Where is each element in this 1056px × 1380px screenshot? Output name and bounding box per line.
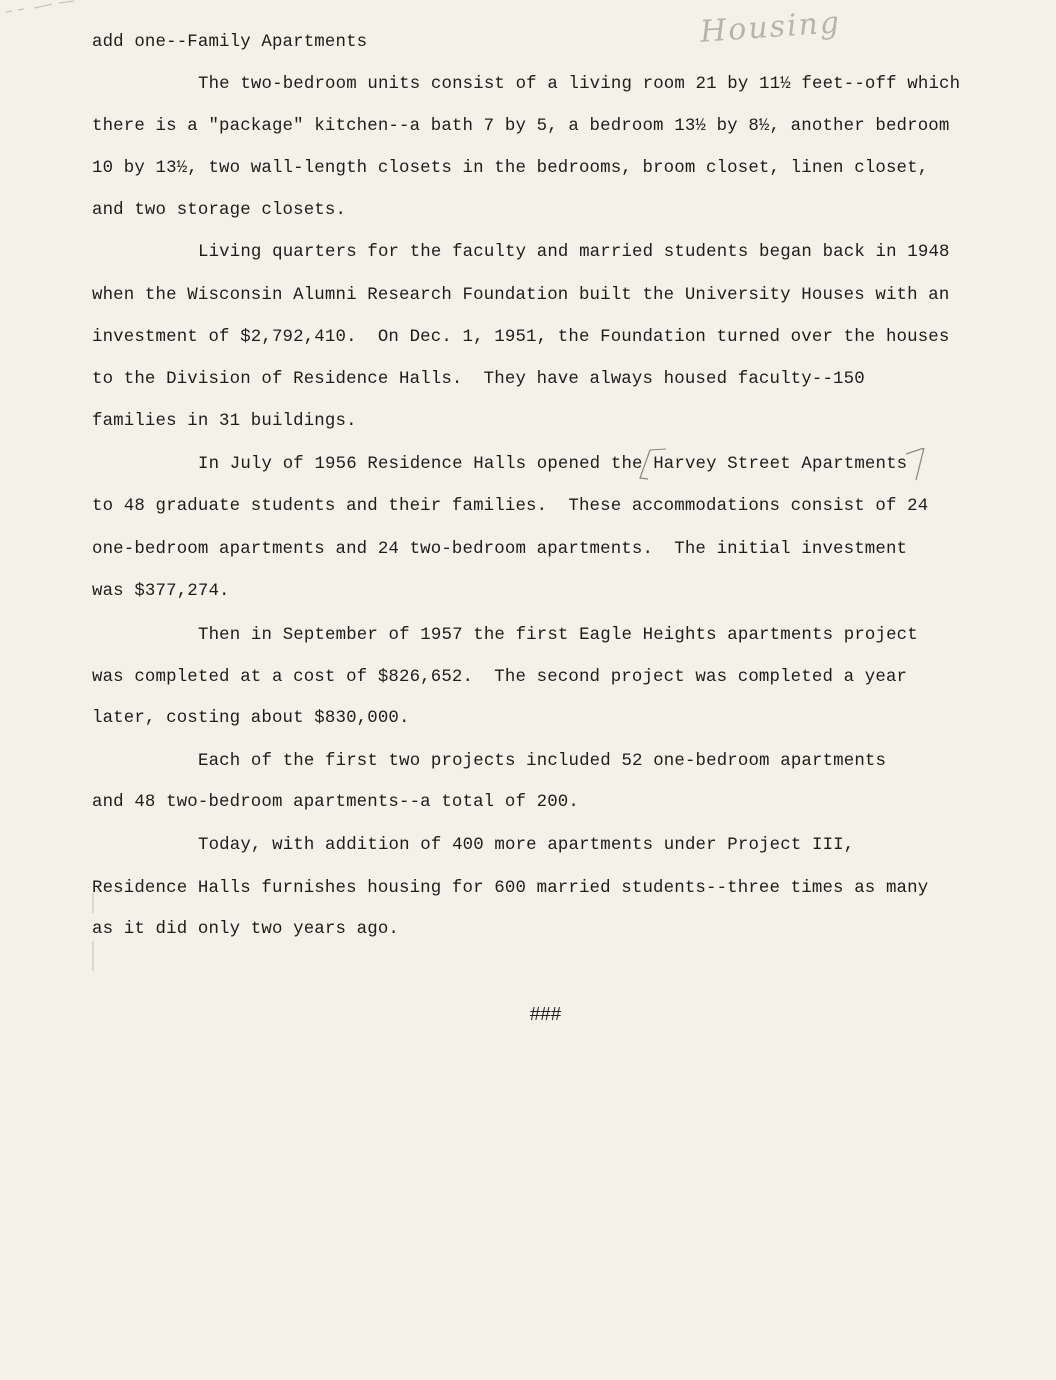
text-line: 10 by 13½, two wall-length closets in the bedrooms, broom closet, linen closet,: [92, 159, 929, 178]
text-line: as it did only two years ago.: [92, 920, 399, 939]
header-line: add one--Family Apartments: [92, 33, 368, 52]
text-line: families in 31 buildings.: [92, 412, 357, 431]
text-line: was $377,274.: [92, 582, 230, 601]
pencil-mark: [4, 0, 84, 20]
end-mark: ###: [529, 1004, 561, 1026]
text-line: was completed at a cost of $826,652. The second project was completed a year: [92, 668, 908, 687]
text-line: later, costing about $830,000.: [92, 709, 410, 728]
text-line: Residence Halls furnishes housing for 600 married students--three times as many: [92, 879, 929, 898]
pencil-margin-mark: [91, 893, 95, 973]
text-line: and two storage closets.: [92, 201, 347, 220]
text-line: to 48 graduate students and their families. These accommodations consist of 24: [92, 497, 929, 516]
text-line: one-bedroom apartments and 24 two-bedroom apartments. The initial investment: [92, 540, 908, 559]
text-line: Then in September of 1957 the first Eagle Heights apartments project: [198, 626, 918, 645]
text-line: Living quarters for the faculty and married students began back in 1948: [198, 243, 950, 262]
text-line: when the Wisconsin Alumni Research Foundation built the University Houses with an: [92, 286, 950, 305]
handwritten-note: Housing: [698, 5, 843, 50]
text-line: and 48 two-bedroom apartments--a total of 200.: [92, 793, 579, 812]
text-line: Each of the first two projects included 52 one-bedroom apartments: [198, 752, 887, 771]
text-line: there is a "package" kitchen--a bath 7 by 5, a bedroom 13½ by 8½, another bedroom: [92, 117, 950, 136]
text-line: investment of $2,792,410. On Dec. 1, 1951, the Foundation turned over the houses: [92, 328, 950, 347]
text-line: In July of 1956 Residence Halls opened the Harvey Street Apartments: [198, 455, 908, 474]
text-line: The two-bedroom units consist of a living room 21 by 11½ feet--off which: [198, 75, 961, 94]
text-line: to the Division of Residence Halls. They have always housed faculty--150: [92, 370, 865, 389]
text-line: Today, with addition of 400 more apartments under Project III,: [198, 836, 855, 855]
